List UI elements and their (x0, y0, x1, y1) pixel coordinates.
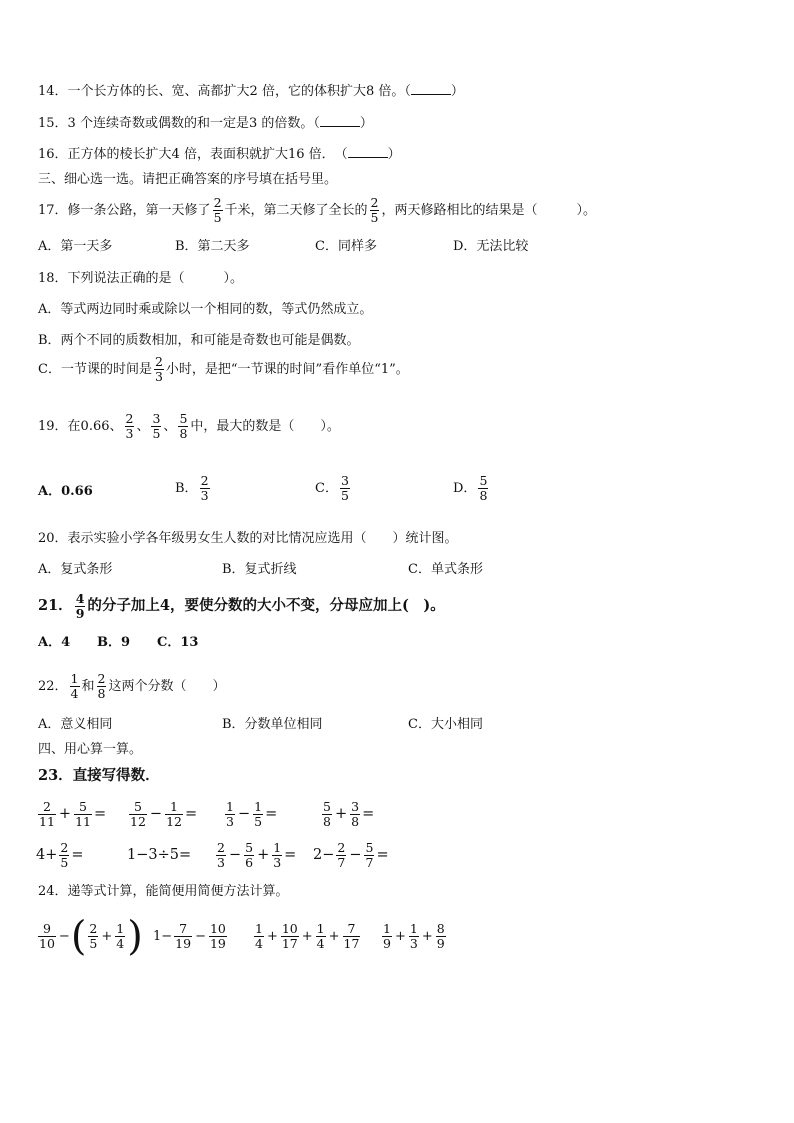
fraction: $\frac{5}{8}$ (179, 411, 188, 441)
answer-blank[interactable] (348, 146, 388, 158)
question-number: 23． (38, 767, 73, 784)
question-text: 一个长方体的长、宽、高都扩大2 倍，它的体积扩大8 倍。（ (67, 84, 411, 99)
question-number: 17． (38, 203, 68, 218)
question-19: 19．在0.66、 $\frac{2}{3}$ 、 $\frac{3}{5}$ 、 $\frac{5}{8}$ 中，最大的数是（ ）。 (38, 411, 340, 441)
answer-blank[interactable] (411, 83, 451, 95)
fraction: $\frac{5}{8}$ (479, 473, 488, 503)
q20-option-a[interactable]: A．复式条形 (38, 562, 113, 577)
q21-option-c[interactable]: C．13 (157, 635, 199, 650)
question-number: 22． (38, 679, 68, 694)
q20-option-b[interactable]: B．复式折线 (222, 562, 297, 577)
question-text: 正方体的棱长扩大4 倍，表面积就扩大16 倍． （ (67, 147, 348, 162)
question-16: 16．正方体的棱长扩大4 倍，表面积就扩大16 倍． （ ） (38, 147, 401, 162)
q19-option-b[interactable]: B． $\frac{2}{3}$ (175, 473, 209, 503)
section-4-heading: 四、用心算一算。 (38, 742, 143, 757)
answer-blank[interactable] (320, 115, 360, 127)
q22-option-c[interactable]: C．大小相同 (408, 717, 483, 732)
fraction: $\frac{2}{5}$ (370, 195, 379, 225)
q17-option-a[interactable]: A．第一天多 (38, 239, 113, 254)
question-number: 15． (38, 116, 68, 131)
expr-23-1: $\frac{2}{11}$ + $\frac{5}{11}$ = (39, 798, 107, 829)
q17-option-c[interactable]: C．同样多 (315, 239, 377, 254)
fraction: $\frac{3}{5}$ (152, 411, 161, 441)
expr-24-1: $\frac{9}{10}$ −( $\frac{2}{5}$ + $\frac{1}{4}$ ) (39, 913, 143, 960)
q22-option-b[interactable]: B．分数单位相同 (222, 717, 323, 732)
expr-23-3: $\frac{1}{3}$ − $\frac{1}{5}$ = (226, 798, 278, 829)
question-number: 21． (38, 597, 73, 614)
question-number: 18． (38, 271, 68, 286)
expr-23-8: 2− $\frac{2}{7}$ − $\frac{5}{7}$ = (313, 839, 389, 870)
question-text: 直接写得数． (72, 767, 160, 784)
question-number: 14． (38, 84, 68, 99)
question-number: 16． (38, 147, 68, 162)
fraction: $\frac{2}{5}$ (213, 195, 222, 225)
q20-option-c[interactable]: C．单式条形 (408, 562, 483, 577)
q22-option-a[interactable]: A．意义相同 (38, 717, 113, 732)
expr-23-6: 1−3÷5= (127, 847, 192, 863)
section-3-heading: 三、细心选一选。请把正确答案的序号填在括号里。 (38, 172, 338, 187)
question-number: 20． (38, 531, 68, 546)
question-text: 表示实验小学各年级男女生人数的对比情况应选用（ ）统计图。 (67, 531, 458, 546)
question-15: 15．3 个连续奇数或偶数的和一定是3 的倍数。（ ） (38, 116, 373, 131)
q21-option-b[interactable]: B．9 (97, 635, 131, 650)
fraction: $\frac{2}{3}$ (125, 411, 134, 441)
question-text: 3 个连续奇数或偶数的和一定是3 的倍数。（ (67, 116, 320, 131)
fraction: $\frac{4}{9}$ (75, 590, 85, 621)
expr-23-5: 4+ $\frac{2}{5}$ = (36, 839, 84, 870)
q18-option-b[interactable]: B．两个不同的质数相加，和可能是奇数也可能是偶数。 (38, 333, 360, 348)
question-17: 17．修一条公路，第一天修了 $\frac{2}{5}$ 千米，第二天修了全长的 $\frac{2}{5}$ ，两天修路相比的结果是（ ）。 (38, 195, 596, 225)
question-text: 递等式计算，能简便用简便方法计算。 (67, 884, 289, 899)
fraction: $\frac{2}{3}$ (154, 354, 163, 384)
expr-23-7: $\frac{2}{3}$ − $\frac{5}{6}$ + $\frac{1}{3}$ = (217, 839, 297, 870)
q19-option-a[interactable]: A．0.66 (38, 484, 93, 499)
q17-option-d[interactable]: D．无法比较 (453, 239, 529, 254)
expr-23-2: $\frac{5}{12}$ − $\frac{1}{12}$ = (130, 798, 198, 829)
expr-23-4: $\frac{5}{8}$ + $\frac{3}{8}$ = (323, 798, 375, 829)
q18-option-c[interactable]: C．一节课的时间是 $\frac{2}{3}$ 小时，是把“一节课的时间”看作单位“1”。 (38, 354, 409, 384)
question-20 (38, 531, 458, 547)
question-22: 22． $\frac{1}{4}$ 和 $\frac{2}{8}$ 这两个分数（ ） (38, 671, 226, 701)
fraction: $\frac{1}{4}$ (70, 671, 79, 701)
question-14: 14．一个长方体的长、宽、高都扩大2 倍，它的体积扩大8 倍。（ ） (38, 84, 464, 99)
question-number: 24． (38, 884, 68, 899)
fraction: $\frac{2}{8}$ (97, 671, 106, 701)
question-23 (38, 768, 160, 784)
fraction: $\frac{3}{5}$ (340, 473, 349, 503)
question-21: 21． $\frac{4}{9}$ 的分子加上4，要使分数的大小不变，分母应加上( )。 (38, 590, 445, 621)
q19-option-c[interactable]: C． $\frac{3}{5}$ (315, 473, 349, 503)
question-24 (38, 884, 289, 900)
expr-24-3: $\frac{1}{4}$ + $\frac{10}{17}$ + $\frac{1}{4}$ + $\frac{7}{17}$ (255, 921, 360, 951)
question-number: 19． (38, 419, 68, 434)
fraction: $\frac{2}{3}$ (200, 473, 209, 503)
expr-24-4: $\frac{1}{9}$ + $\frac{1}{3}$ + $\frac{8}{9}$ (383, 921, 445, 951)
q19-option-d[interactable]: D． $\frac{5}{8}$ (453, 473, 488, 503)
expr-24-2: 1− $\frac{7}{19}$ − $\frac{10}{19}$ (153, 921, 226, 951)
q21-option-a[interactable]: A．4 (38, 635, 71, 650)
q17-option-b[interactable]: B．第二天多 (175, 239, 250, 254)
question-18 (38, 271, 243, 287)
q18-option-a[interactable]: A．等式两边同时乘或除以一个相同的数，等式仍然成立。 (38, 302, 373, 317)
question-text: 下列说法正确的是（ ）。 (67, 271, 244, 286)
